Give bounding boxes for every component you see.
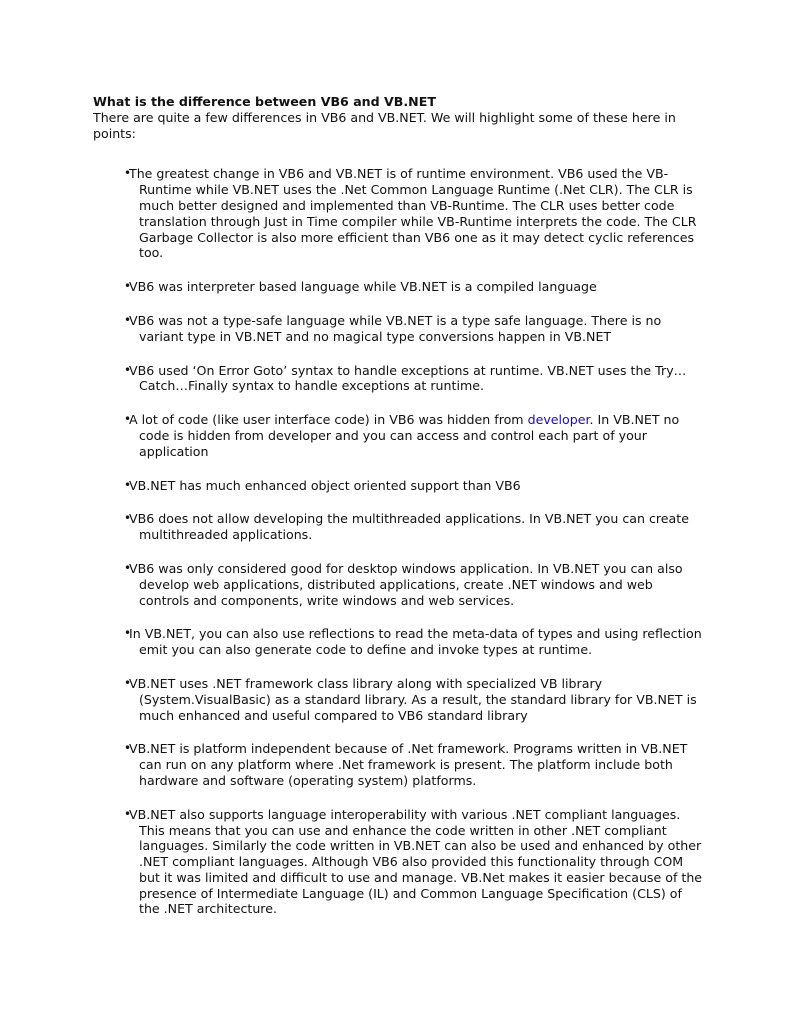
list-item-text: In VB.NET, you can also use reflections to read the meta-data of types and using reflection emit you can also generate code to define and invoke types at runtime. <box>129 626 702 658</box>
list-item <box>93 279 705 295</box>
bullet-icon: • <box>124 362 132 377</box>
differences-list <box>93 166 705 917</box>
list-item-text: VB6 was not a type-safe language while VB.NET is a type safe language. There is no variant type in VB.NET and no magical type conversions happen in VB.NET <box>129 312 662 344</box>
list-item-text: VB6 was only considered good for desktop windows application. In VB.NET you can also develop web applications, distributed applications, create .NET windows and web controls and components, write windows and web services. <box>129 560 683 608</box>
list-item-text: VB.NET also supports language interoperability with various .NET compliant languages. This means that you can use and enhance the code written in other .NET compliant languages. Similarly the code written in VB.NET can also be used and enhanced by other .NET compliant languages. Although VB6 also provided this functionality through COM but it was limited and difficult to use and manage. VB.Net makes it easier because of the presence of Intermediate Language (IL) and Common Language Specification (CLS) of the .NET architecture. <box>129 806 703 917</box>
list-item <box>93 741 705 788</box>
bullet-icon: • <box>124 166 132 181</box>
document-page <box>93 94 705 917</box>
bullet-icon: • <box>124 312 132 327</box>
bullet-icon: • <box>124 412 132 427</box>
list-item <box>93 166 705 261</box>
list-item <box>93 511 705 543</box>
bullet-icon: • <box>124 626 132 641</box>
list-item-text: VB.NET uses .NET framework class library along with specialized VB library (System.VisualBasic) as a standard library. As a result, the standard library for VB.NET is much enhanced and useful compared to VB6 standard library <box>129 675 697 723</box>
intro-paragraph: There are quite a few differences in VB6 and VB.NET. We will highlight some of these here in points: <box>93 109 676 141</box>
list-item-text: VB.NET is platform independent because of .Net framework. Programs written in VB.NET can run on any platform where .Net framework is present. The platform include both hardware and software (operating system) platforms. <box>129 741 688 788</box>
list-item-text-before-link: A lot of code (like user interface code) in VB6 was hidden from <box>129 412 528 428</box>
list-item-text: VB6 was interpreter based language while VB.NET is a compiled language <box>129 279 597 295</box>
list-item-text: The greatest change in VB6 and VB.NET is of runtime environment. VB6 used the VB-Runtime while VB.NET uses the .Net Common Language Runtime (.Net CLR). The CLR is much better designed and implemented than VB-Runtime. The CLR uses better code translation through Just in Time compiler while VB-Runtime interprets the code. The CLR Garbage Collector is also more efficient than VB6 one as it may detect cyclic references too. <box>129 166 697 261</box>
bullet-icon: • <box>124 477 132 492</box>
list-item-text: VB6 does not allow developing the multithreaded applications. In VB.NET you can create multithreaded applications. <box>129 511 689 543</box>
list-item <box>93 313 705 345</box>
list-item <box>93 478 705 494</box>
list-item <box>93 363 705 395</box>
bullet-icon: • <box>124 279 132 294</box>
list-item <box>93 412 705 459</box>
bullet-icon: • <box>124 511 132 526</box>
document-title: What is the difference between VB6 and VB.NET <box>93 94 436 109</box>
list-item <box>93 626 705 658</box>
list-item <box>93 807 705 918</box>
bullet-icon: • <box>124 560 132 575</box>
bullet-icon: • <box>124 675 132 690</box>
bullet-icon: • <box>124 806 132 821</box>
list-item <box>93 561 705 608</box>
list-item-text-after-link: . In VB.NET no code is hidden from developer and you can access and control each part of your application <box>139 412 680 459</box>
list-item <box>93 676 705 723</box>
list-item-text: VB.NET has much enhanced object oriented support than VB6 <box>129 477 521 493</box>
developer-link[interactable]: developer <box>527 412 590 428</box>
bullet-icon: • <box>124 741 132 756</box>
list-item-text: VB6 used ‘On Error Goto’ syntax to handle exceptions at runtime. VB.NET uses the Try…Catch…Finally syntax to handle exceptions at runtime. <box>129 362 687 394</box>
